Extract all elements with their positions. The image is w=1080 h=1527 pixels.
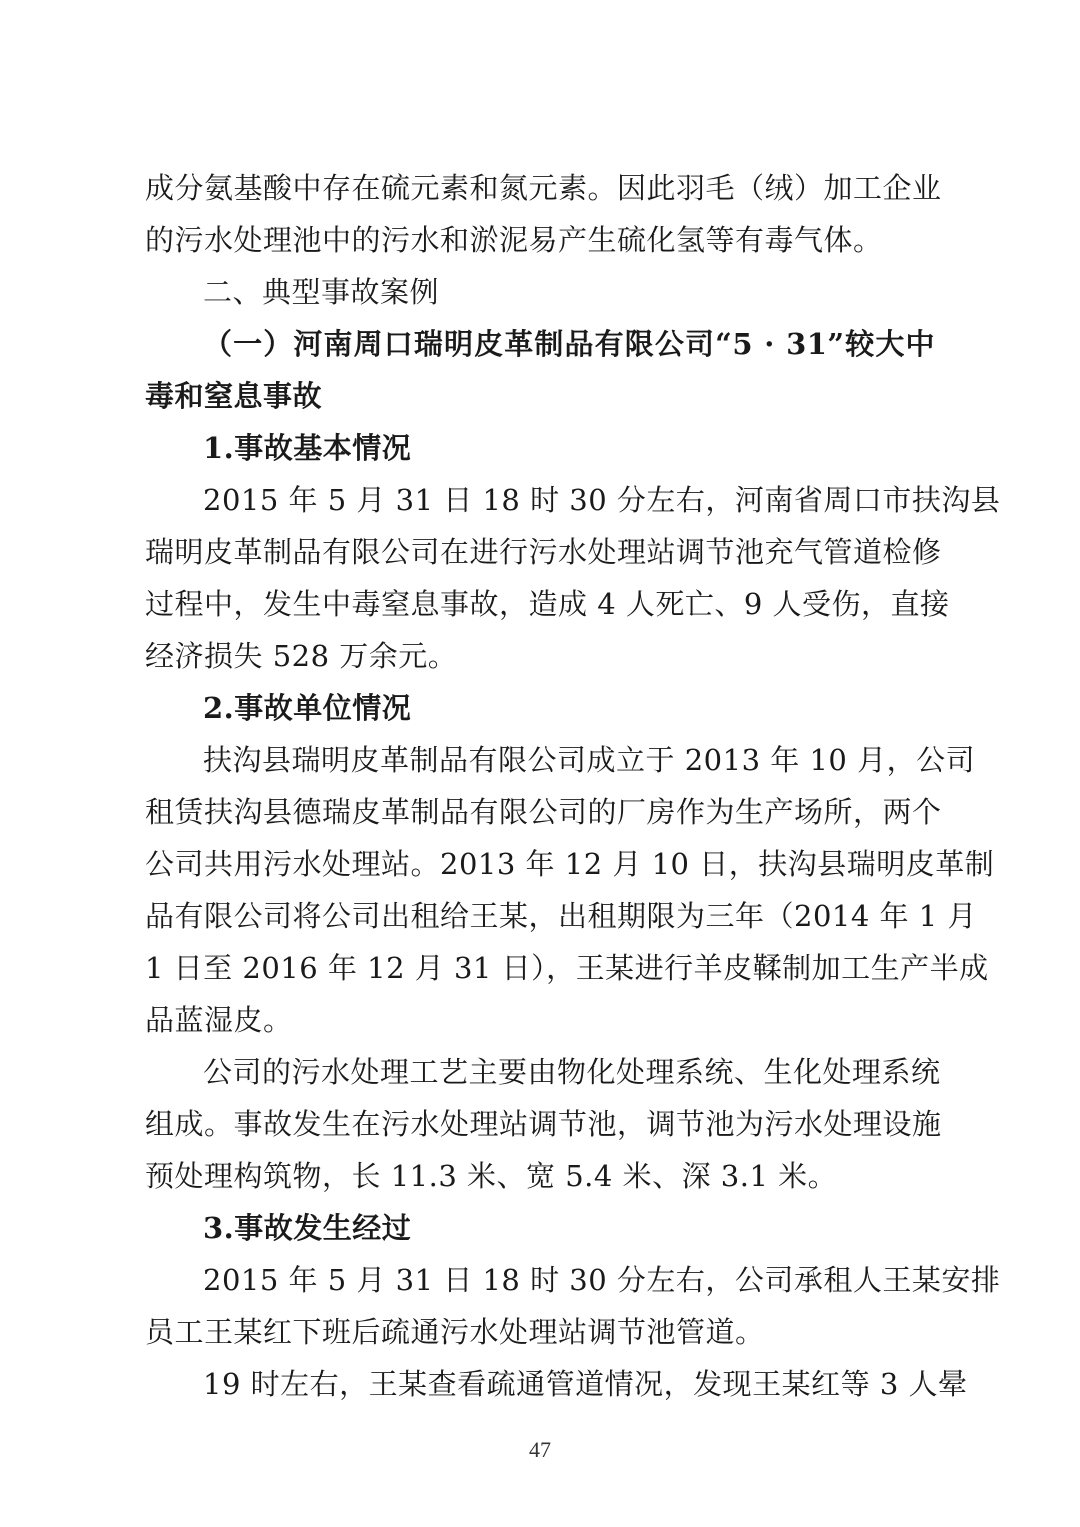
paragraph-line: 扶沟县瑞明皮革制品有限公司成立于 2013 年 10 月，公司: [203, 743, 976, 777]
case-title: （一）河南周口瑞明皮革制品有限公司“5 · 31”较大中: [203, 327, 935, 361]
paragraph-line: 经济损失 528 万余元。: [145, 639, 458, 673]
case-title: 毒和窒息事故: [145, 379, 323, 413]
paragraph-line: 组成。事故发生在污水处理站调节池，调节池为污水处理设施: [145, 1107, 942, 1141]
paragraph-line: 品有限公司将公司出租给王某，出租期限为三年（2014 年 1 月: [145, 899, 977, 933]
subsection-heading: 3.事故发生经过: [203, 1211, 412, 1245]
section-heading: 二、典型事故案例: [203, 275, 440, 309]
paragraph-line: 公司的污水处理工艺主要由物化处理系统、生化处理系统: [203, 1055, 941, 1089]
paragraph-line: 19 时左右，王某查看疏通管道情况，发现王某红等 3 人晕: [203, 1367, 968, 1401]
paragraph-line: 的污水处理池中的污水和淤泥易产生硫化氢等有毒气体。: [145, 223, 883, 257]
paragraph-line: 租赁扶沟县德瑞皮革制品有限公司的厂房作为生产场所，两个: [145, 795, 942, 829]
paragraph-line: 预处理构筑物，长 11.3 米、宽 5.4 米、深 3.1 米。: [145, 1159, 838, 1193]
paragraph-line: 1 日至 2016 年 12 月 31 日），王某进行羊皮鞣制加工生产半成: [145, 951, 989, 985]
paragraph-line: 2015 年 5 月 31 日 18 时 30 分左右，公司承租人王某安排: [203, 1263, 1001, 1297]
page-number: 47: [529, 1437, 551, 1462]
paragraph-line: 品蓝湿皮。: [145, 1003, 293, 1037]
subsection-heading: 2.事故单位情况: [203, 691, 412, 725]
document-page: [145, 162, 1001, 1410]
paragraph-line: 过程中，发生中毒窒息事故，造成 4 人死亡、9 人受伤，直接: [145, 587, 950, 621]
subsection-heading: 1.事故基本情况: [203, 431, 412, 465]
paragraph-line: 公司共用污水处理站。2013 年 12 月 10 日，扶沟县瑞明皮革制: [145, 847, 995, 881]
paragraph-line: 瑞明皮革制品有限公司在进行污水处理站调节池充气管道检修: [145, 535, 942, 569]
paragraph-line: 成分氨基酸中存在硫元素和氮元素。因此羽毛（绒）加工企业: [145, 171, 942, 205]
paragraph-line: 员工王某红下班后疏通污水处理站调节池管道。: [145, 1315, 765, 1349]
paragraph-line: 2015 年 5 月 31 日 18 时 30 分左右，河南省周口市扶沟县: [203, 483, 1001, 517]
